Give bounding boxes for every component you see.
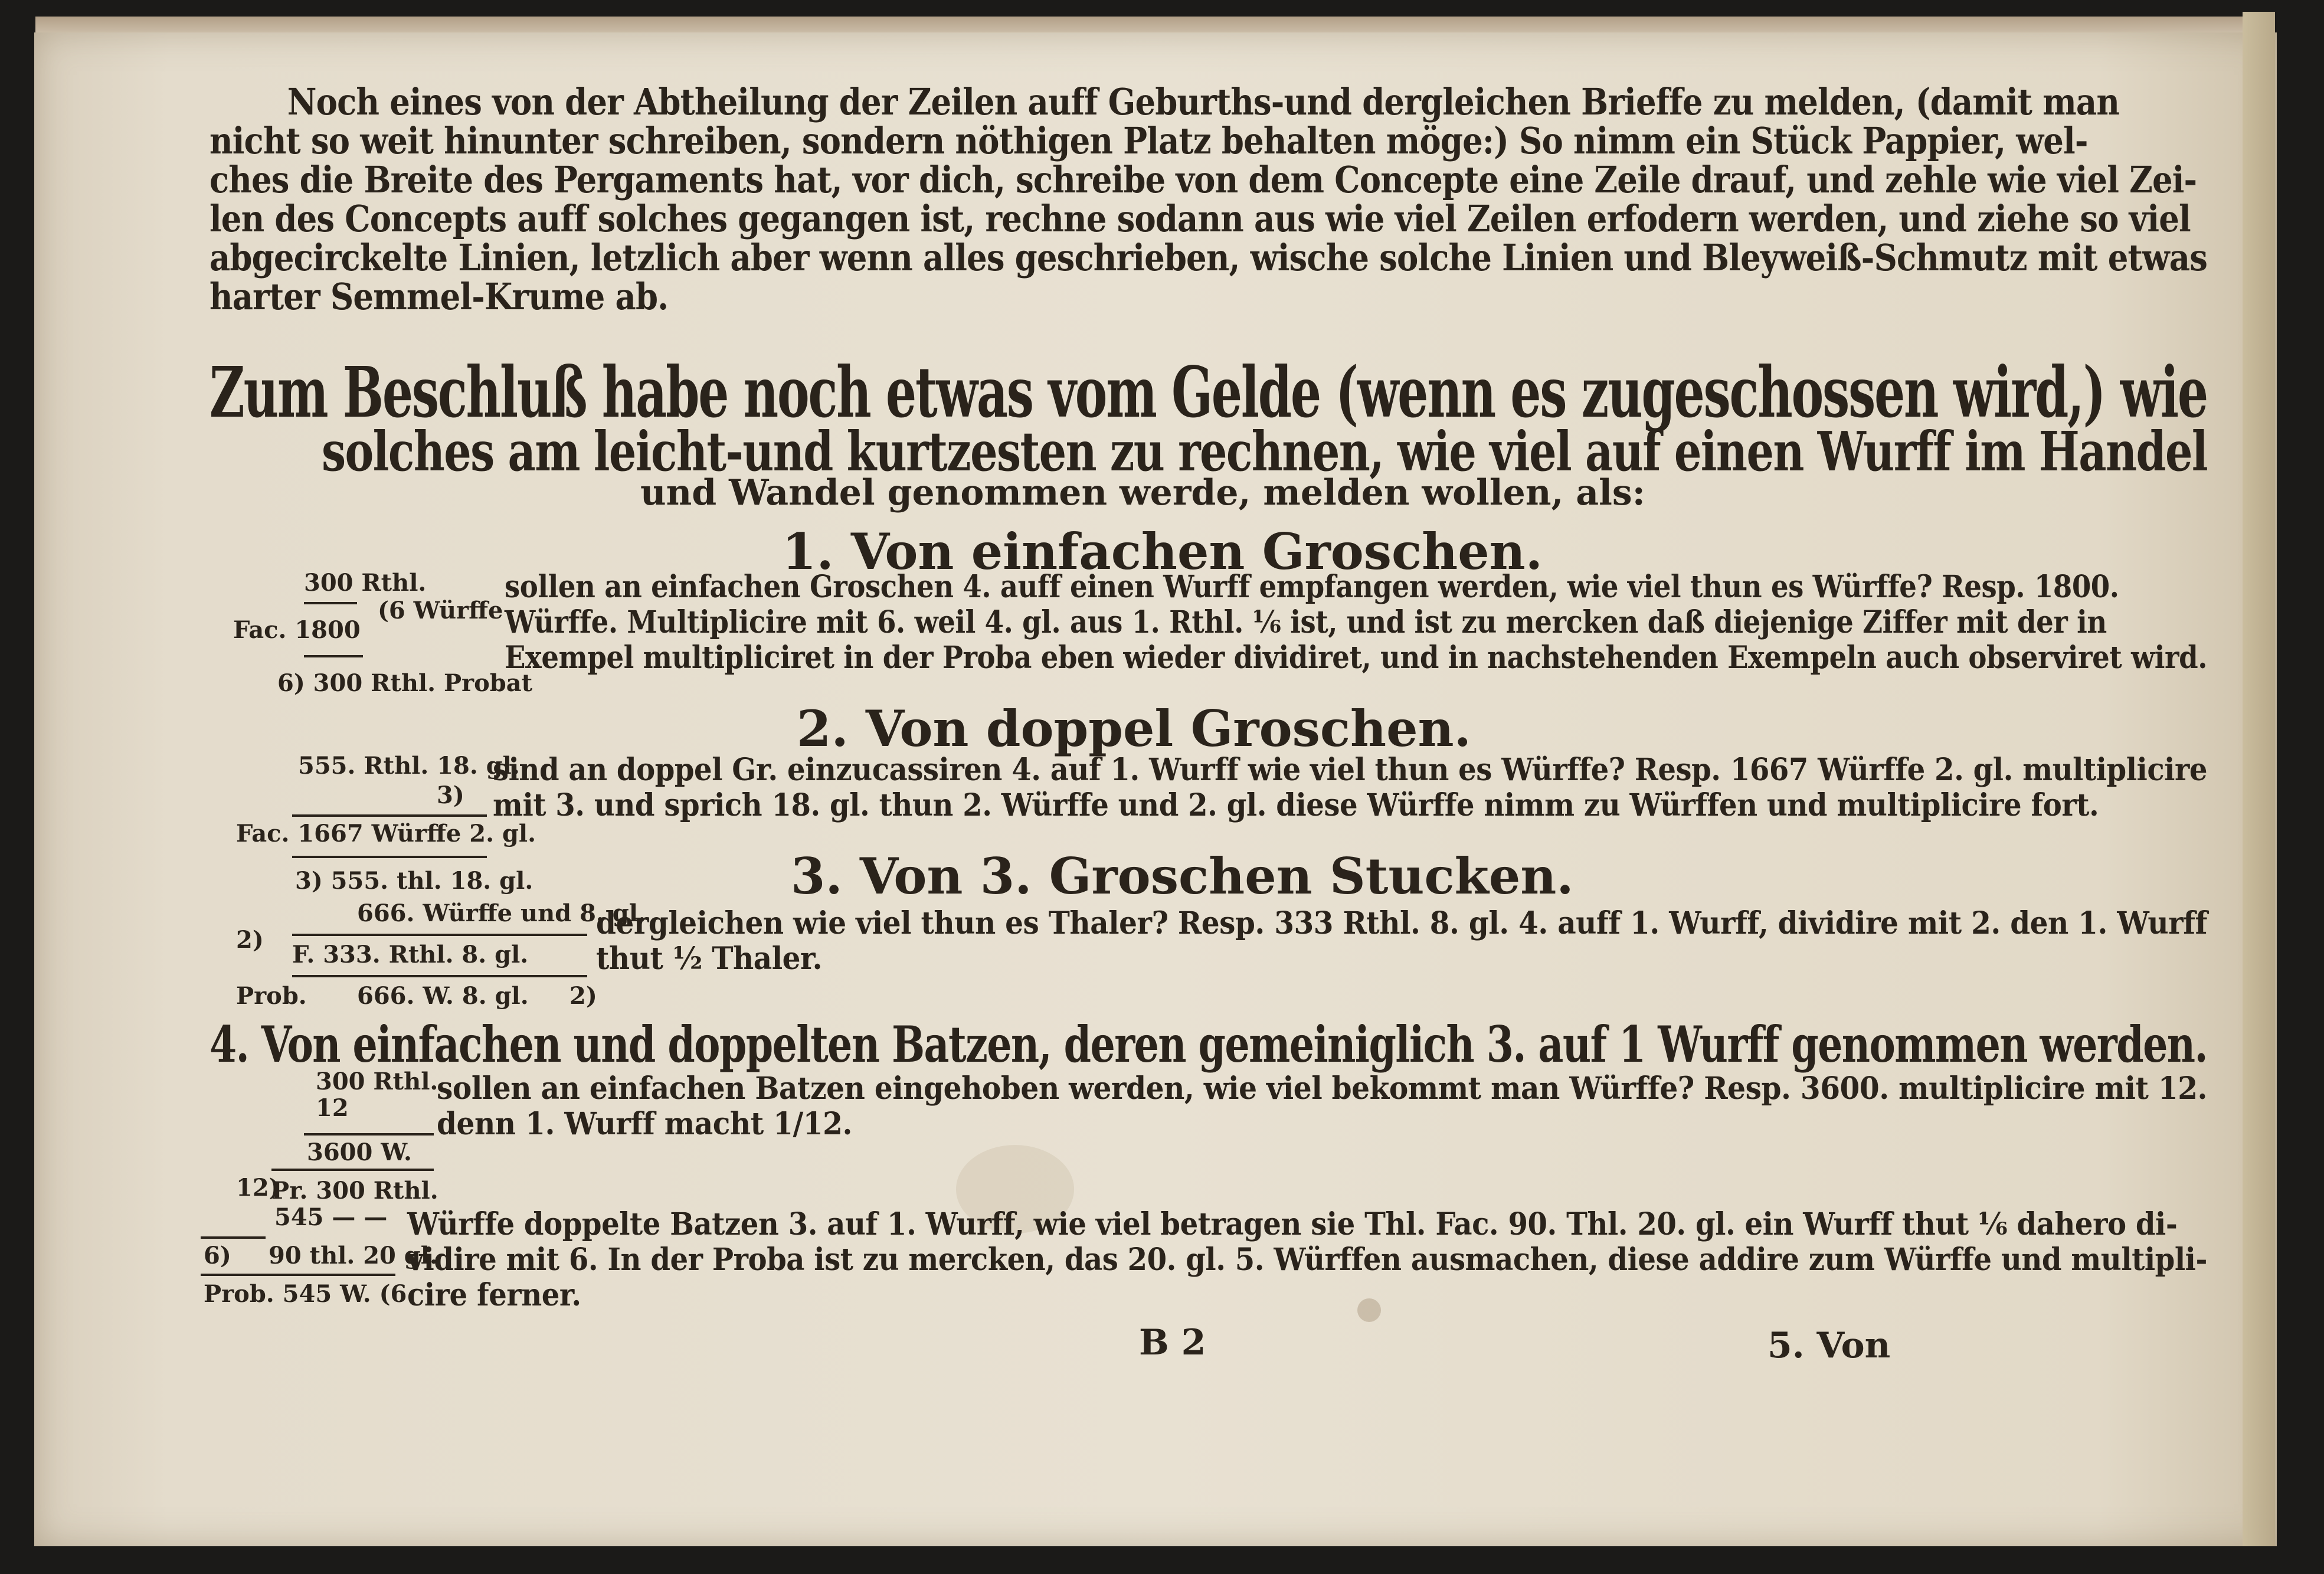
section-4-calc: 12) <box>236 1174 280 1202</box>
intro-paragraph <box>210 80 2207 318</box>
section-2-calc: 3) <box>437 781 464 809</box>
section-4-calc: 12 <box>316 1094 349 1122</box>
section-4-calc: 300 Rthl. <box>316 1068 438 1095</box>
intro-line: nicht so weit hinunter schreiben, sondern nöthigen Platz behalten möge:) So nimm ein Stück Pappier, wel- <box>210 119 2088 162</box>
section-3-calc: 666. Würffe und 8. gl. <box>357 899 646 927</box>
calc-rule <box>292 975 587 977</box>
intro-line: harter Semmel-Krume ab. <box>210 275 669 318</box>
section-3-calc: 2) <box>569 982 597 1010</box>
text-line: dergleichen wie viel thun es Thaler? Resp. 333 Rthl. 8. gl. 4. auff 1. Wurff, dividire mit 2. den 1. Wurff <box>596 905 2207 941</box>
section-5-text <box>407 1207 2207 1313</box>
text-line: vidire mit 6. In der Proba ist zu mercken, das 20. gl. 5. Würffen ausmachen, diese addire zum Würffe und multipli- <box>407 1242 2207 1278</box>
calc-rule <box>304 655 363 657</box>
intro-line: len des Concepts auff solches gegangen ist, rechne sodann aus wie viel Zeilen erfodern werden, und ziehe so viel <box>210 197 2191 240</box>
intro-line: Noch eines von der Abtheilung der Zeilen auff Geburths-und dergleichen Brieffe zu melden, (damit man <box>287 80 2120 123</box>
calc-rule <box>304 1133 434 1135</box>
section-1-calc: (6 Würffe <box>378 597 503 624</box>
text-line: sollen an einfachen Groschen 4. auff einen Wurff empfangen werden, wie viel thun es Würffe? Resp. 1800. <box>505 569 2119 605</box>
text-line: cire ferner. <box>407 1277 581 1313</box>
section-2-calc: 555. Rthl. 18. gl. <box>298 752 520 780</box>
section-4-text <box>437 1071 2207 1142</box>
calc-rule <box>292 934 587 936</box>
section-4-calc: Pr. 300 Rthl. <box>271 1177 438 1205</box>
section-3-text <box>596 906 2207 977</box>
calc-rule <box>304 602 357 604</box>
heading-line-1: Zum Beschluß habe noch etwas vom Gelde (wenn es zugeschossen wird,) wie <box>210 351 2207 433</box>
calc-rule <box>201 1274 395 1276</box>
text-line: sollen an einfachen Batzen eingehoben werden, wie viel bekommt man Würffe? Resp. 3600. multiplicire mit 12. <box>437 1071 2207 1107</box>
section-4-title: 4. Von einfachen und doppelten Batzen, deren gemeiniglich 3. auf 1 Wurff genommen werden. <box>210 1015 2207 1074</box>
calc-rule <box>292 814 487 817</box>
section-2-calc: 3) 555. thl. 18. gl. <box>295 867 533 895</box>
section-3-calc: 666. W. 8. gl. <box>357 982 529 1010</box>
section-2-calc: Fac. 1667 Würffe 2. gl. <box>236 820 536 847</box>
text-line: Würffe doppelte Batzen 3. auf 1. Wurff, wie viel betragen sie Thl. Fac. 90. Thl. 20. gl. ein Wurff thut ⅙ dahero di- <box>407 1206 2178 1242</box>
calc-rule <box>292 856 487 858</box>
section-2-text <box>493 752 2207 823</box>
catchword: 5. Von <box>1767 1325 1891 1366</box>
heading-line-2: solches am leicht-und kurtzesten zu rechnen, wie viel auf einen Wurff im Handel <box>322 420 2207 483</box>
section-1-text <box>505 570 2207 676</box>
section-1-calc: 300 Rthl. <box>304 569 427 597</box>
calc-rule <box>271 1169 434 1171</box>
section-5-calc: 90 thl. 20 gl. <box>269 1242 438 1269</box>
section-3-calc: Prob. <box>236 982 307 1010</box>
text-line: denn 1. Wurff macht 1/12. <box>437 1106 852 1142</box>
calc-rule <box>201 1236 266 1239</box>
text-line: sind an doppel Gr. einzucassiren 4. auf 1. Wurff wie viel thun es Würffe? Resp. 1667 Würffe 2. gl. multiplicire <box>493 752 2207 788</box>
text-line: thut ½ Thaler. <box>596 941 823 977</box>
section-5-calc: Prob. 545 W. (6 <box>204 1280 407 1308</box>
heading-line-3: und Wandel genommen werde, melden wollen, als: <box>640 472 1645 513</box>
section-3-calc: 2) <box>236 926 264 954</box>
text-line: Exempel multipliciret in der Proba eben wieder dividiret, und in nachstehenden Exempeln auch observiret wird. <box>505 640 2207 676</box>
section-5-calc: 545 — — <box>274 1203 388 1231</box>
intro-line: abgecirckelte Linien, letzlich aber wenn alles geschrieben, wische solche Linien und Bleyweiß-Schmutz mit etwas <box>210 236 2207 279</box>
section-1-calc: Fac. 1800 <box>233 616 361 644</box>
section-2-title: 2. Von doppel Groschen. <box>797 699 1471 758</box>
section-1-title: 1. Von einfachen Groschen. <box>782 522 1543 581</box>
text-line: Würffe. Multiplicire mit 6. weil 4. gl. aus 1. Rthl. ⅙ ist, und ist zu mercken daß diejenige Ziffer mit der in <box>505 604 2107 640</box>
section-5-calc: 6) <box>204 1242 231 1269</box>
section-1-calc: 6) 300 Rthl. Probat <box>277 669 533 697</box>
section-3-title: 3. Von 3. Groschen Stucken. <box>791 847 1574 905</box>
section-4-calc: 3600 W. <box>307 1138 412 1166</box>
text-line: mit 3. und sprich 18. gl. thun 2. Würffe und 2. gl. diese Würffe nimm zu Würffen und multiplicire fort. <box>493 787 2099 823</box>
signature-mark: B 2 <box>1139 1322 1206 1363</box>
section-3-calc: F. 333. Rthl. 8. gl. <box>292 941 529 968</box>
intro-line: ches die Breite des Pergaments hat, vor dich, schreibe von dem Concepte eine Zeile drauf, und zehle wie viel Zei- <box>210 158 2197 201</box>
